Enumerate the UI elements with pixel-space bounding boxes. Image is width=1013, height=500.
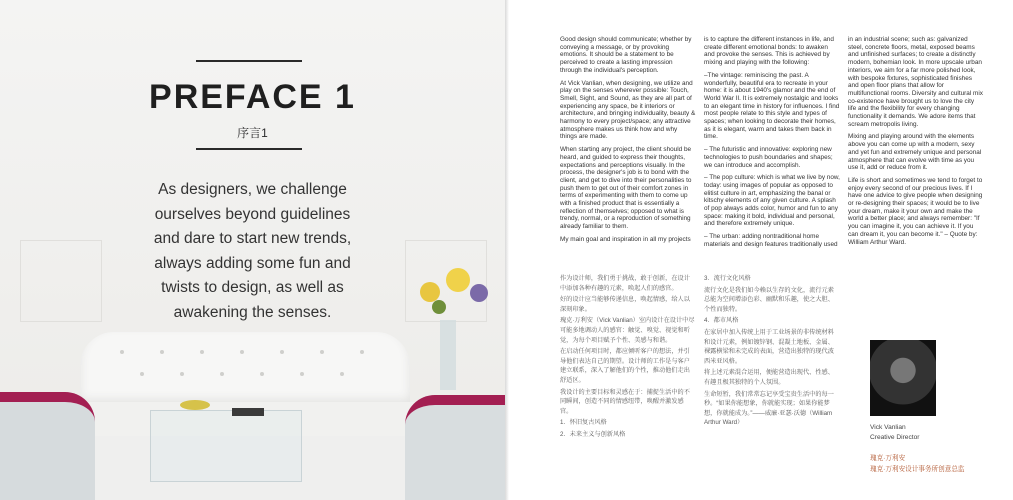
top-rule bbox=[196, 60, 302, 62]
flower bbox=[432, 300, 446, 314]
flower bbox=[470, 284, 488, 302]
paragraph: in an industrial scene; such as: galvanized steel, concrete floors, metal, exposed beams and unfinished surfaces; to create a distinctly modern, bohemian look. In more upscale urban interiors, we aim for a far more polished look, with bespoke fixtures, sophisticated finishes and open floor plans that allow for multifunctional rooms. Diversity and cultural mix co-existence have brought us to love the city life and the flexibility for every changing functionality it demands. We adore items that scream metropolis living. bbox=[848, 36, 983, 128]
quote-line: As designers, we challenge bbox=[158, 181, 347, 198]
page-subtitle: 序言1 bbox=[237, 126, 268, 140]
flower bbox=[446, 268, 470, 292]
glass-coffee-table bbox=[150, 410, 302, 482]
caption-name-cn: 瑰克·万利安 bbox=[870, 455, 906, 462]
flower bbox=[420, 282, 440, 302]
glass-vase bbox=[440, 320, 456, 390]
cn-paragraph: 流行文化是我们如今赖以生存的文化，流行元素总能为空间增添色彩、幽默和乐趣，使之大胆、个性而独特。 bbox=[704, 286, 834, 313]
page-title: PREFACE 1 bbox=[149, 78, 356, 116]
quote-line: and dare to start new trends, bbox=[153, 230, 352, 247]
cn-paragraph: 将上述元素混合运用，便能营造出现代、性感、有趣且极其独特的个人氛围。 bbox=[704, 369, 834, 386]
quote-line: twists to design, as well as bbox=[161, 279, 344, 296]
designer-portrait bbox=[870, 340, 936, 416]
caption-name: Vick Vanlian bbox=[870, 424, 906, 431]
paragraph: When starting any project, the client should be heard, and guided to express their thoughts, expectations and perceptions visually. In the process, the designer's job is to bond with the client, and get to dive into their personalities to push them to get out of their comfort zones in terms of experimenting with them to come up with a finished product that is essentially a reflection of themselves; opposed to what is trendy, normal, or a reproduction of something already familiar to them. bbox=[560, 146, 692, 231]
armchair-left bbox=[0, 392, 95, 500]
paragraph: Good design should communicate; whether by conveying a message, or by provoking emotions. It should be a statement to be perceived to create a lasting impression through the individual's perception. bbox=[560, 36, 692, 74]
preface-quote bbox=[120, 178, 385, 325]
cn-paragraph: 好的设计应当能够传递信息，唤起情感，给人以深刻印象。 bbox=[560, 296, 690, 313]
quote-line: always adding some fun and bbox=[154, 254, 351, 272]
chinese-column-2 bbox=[704, 274, 840, 430]
paragraph: Mixing and playing around with the elements above you can come up with a modern, sexy and yet fun and extremely unique and personal atmosphere that can evolve with time as you use it, add or reduce from it. bbox=[848, 133, 982, 172]
paragraph: Life is short and sometimes we tend to forget to enjoy every second of our precious lives. If I have one advice to give people when designing or re-designing their spaces; it would be to live your dream, make it your own and make the world a better place; and always remember: "If you can imagine it, you can achieve it. If you can dream it, you can become it." – Quote by: William Arthur Ward. bbox=[848, 176, 983, 246]
paragraph: –The vintage: reminiscing the past. A wonderfully, beautiful era to recreate in your home: it is about 1940's glamor and the end of World War II. It is extremely nostalgic and looks to an elegant time in history for influences. I find most people relate to this style and types of spaces; when looking to decorate their homes, as it is elegant, warm and takes them back in time. bbox=[704, 71, 840, 141]
armchair-right bbox=[405, 395, 505, 500]
paragraph: – The urban: adding nontraditional home materials and design features traditionally used bbox=[704, 233, 838, 248]
cn-paragraph: 瑰克·万利安（Vick Vanlian）室内设计在设计中尽可能多地调动人的感官：触觉、嗅觉、视觉和听觉，为每个项目赋予个性、美感与和谐。 bbox=[560, 317, 695, 344]
text-column-3 bbox=[848, 36, 984, 251]
bottom-rule bbox=[196, 148, 302, 150]
paragraph: – The pop culture: which is what we live by now, today: using images of popular as opposed to elitist culture in art, emphasizing the banal or kitschy elements of any given culture. A splash of pop always adds color, humor and fun to any space: making it bold, individual and personal, and therefore extremely unique. bbox=[704, 174, 840, 228]
paragraph: At Vick Vanlian, when designing, we utilize and play on the senses wherever possible: Touch, Smell, Sight, and Sound, as they are all part of experiencing any space, be it interiors or architecture, and bringing individuality, beauty & harmony to every project/space; any attractive atmosphere makes us think how and why things are made. bbox=[560, 79, 696, 141]
paragraph: – The futuristic and innovative: exploring new technologies to push boundaries and shapes; we can introduce and accomplish. bbox=[704, 146, 833, 169]
text-column-1 bbox=[560, 36, 696, 249]
quote-line: awakening the senses. bbox=[173, 303, 332, 321]
wall-panel bbox=[20, 240, 102, 322]
left-page bbox=[0, 0, 505, 500]
paragraph: My main goal and inspiration in all my projects bbox=[560, 235, 691, 243]
cn-paragraph: 4．都市风格 bbox=[704, 317, 739, 325]
caption-role-cn: 瑰克·万利安设计事务所创意总监 bbox=[870, 466, 965, 473]
cn-paragraph: 3．流行文化风格 bbox=[704, 275, 751, 282]
chinese-column-1 bbox=[560, 274, 696, 442]
cn-paragraph: 在启动任何项目时，都应倾听客户的想法，并引导他们表达自己的期望。设计师的工作是与客户建立联系，深入了解他们的个性，推动他们走出舒适区。 bbox=[560, 348, 690, 384]
paragraph: is to capture the different instances in life, and create different emotional bonds: to awaken and provoke the senses. This is achieved by mixing and playing with the following: bbox=[704, 36, 834, 67]
caption-role: Creative Director bbox=[870, 434, 920, 441]
cn-paragraph: 生命短暂，我们常常忘记享受宝贵生活中的每一秒。“如果你能想象，你就能实现；如果你能梦想，你就能成为。”——威廉·亚瑟·沃德（William Arthur Ward） bbox=[704, 390, 834, 427]
tufted-sofa bbox=[80, 332, 410, 406]
cn-paragraph: 我设计的主要目标和灵感在于：捕捉生活中的不同瞬间，创造不同的情感纽带，唤醒并激发感官。 bbox=[560, 388, 690, 415]
cn-paragraph: 在家居中加入传统上用于工业场景的非传统材料和设计元素，例如镀锌钢、混凝土地板、金属、裸露横梁和未完成的表面，营造出独特的现代波西米亚风格。 bbox=[704, 328, 834, 365]
quote-line: ourselves beyond guidelines bbox=[154, 205, 351, 223]
books bbox=[232, 408, 264, 416]
cn-paragraph: 2．未来主义与创新风格 bbox=[560, 430, 626, 438]
table-plant bbox=[180, 400, 210, 410]
cn-paragraph: 作为设计师，我们勇于挑战，敢于创新，在设计中添加各种有趣的元素，唤起人们的感官。 bbox=[560, 275, 690, 292]
cn-paragraph: 1．怀旧复古风格 bbox=[560, 419, 607, 427]
text-column-2 bbox=[704, 36, 840, 254]
